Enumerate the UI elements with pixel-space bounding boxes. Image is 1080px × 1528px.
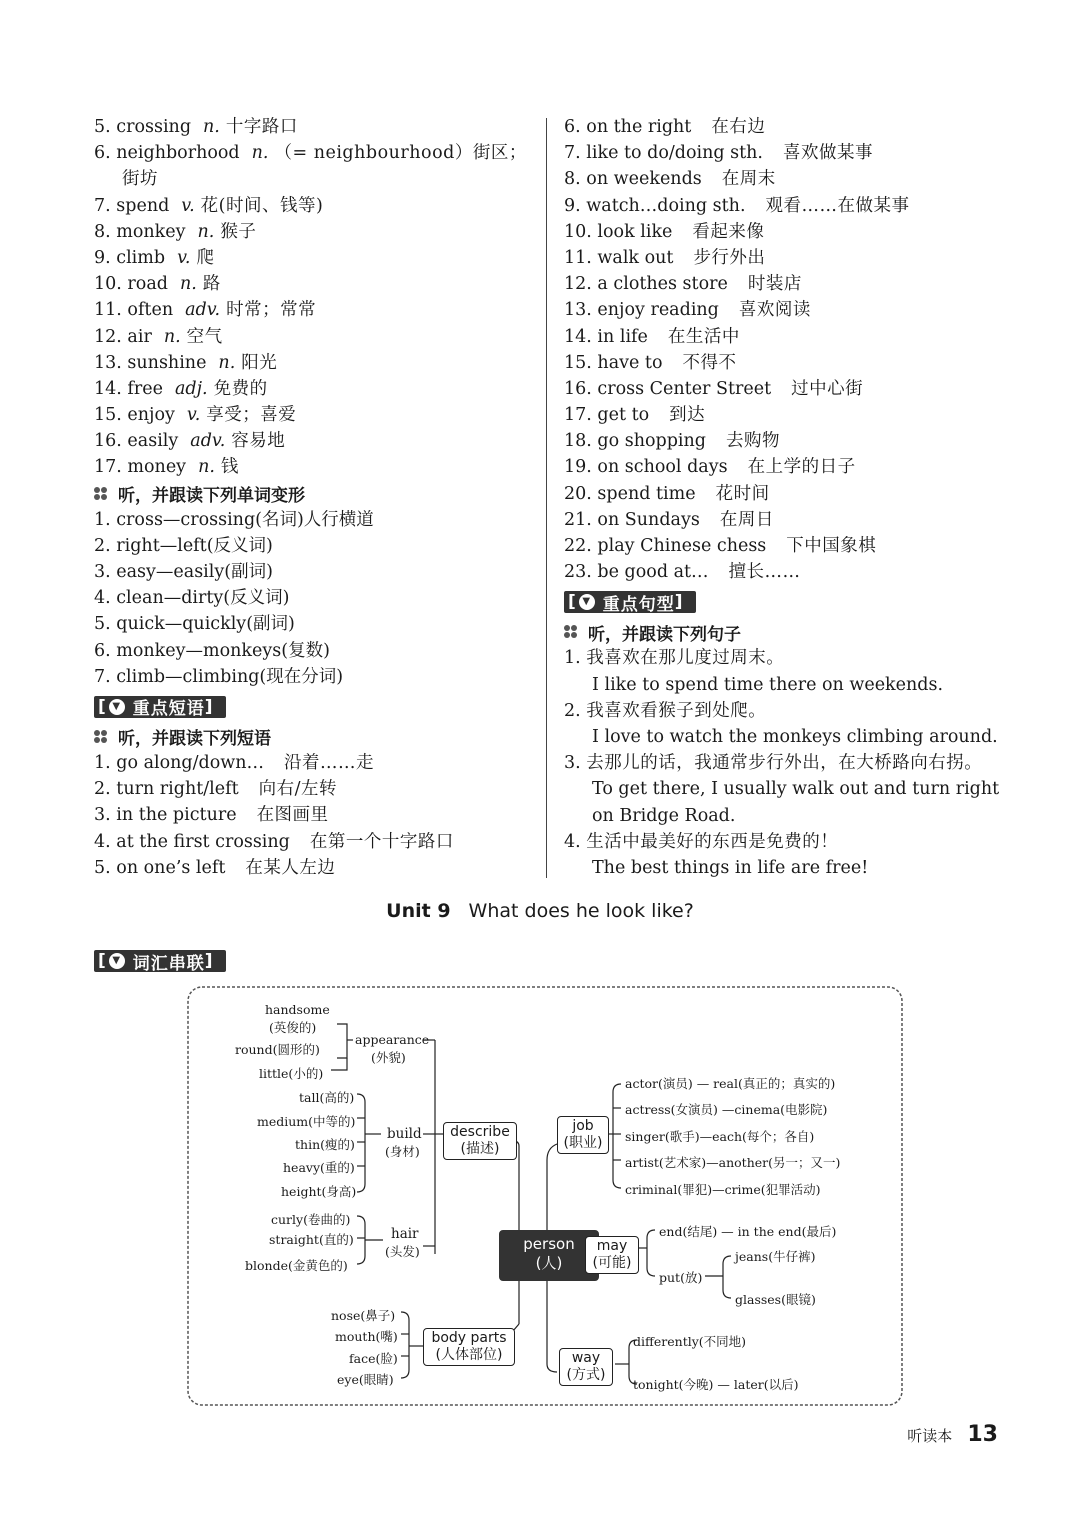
part-of-speech: n. bbox=[163, 326, 181, 347]
vocab-item bbox=[94, 140, 534, 166]
item-number: 23. bbox=[564, 562, 592, 583]
word-form-item: 3. easy—easily(副词) bbox=[94, 562, 273, 582]
mm-tall: tall(高的) bbox=[299, 1090, 355, 1105]
item-number: 14. bbox=[94, 378, 122, 399]
item-number: 4. bbox=[94, 831, 111, 852]
sentence-english: The best things in life are free! bbox=[592, 857, 869, 878]
item-number: 19. bbox=[564, 457, 592, 478]
mm-describe-box: describe (描述) bbox=[443, 1122, 517, 1160]
phrase-chinese: 不得不 bbox=[682, 352, 737, 373]
vocab-meaning: 空气 bbox=[186, 326, 223, 347]
phrase-english: in the picture bbox=[116, 805, 237, 826]
mm-way-box: way (方式) bbox=[559, 1348, 613, 1386]
listen-icon bbox=[94, 487, 110, 501]
phrase-chinese: 在右边 bbox=[711, 117, 766, 137]
part-of-speech: v. bbox=[186, 405, 201, 426]
phrase-item bbox=[94, 829, 534, 855]
phrase-chinese: 去购物 bbox=[726, 431, 780, 452]
vocab-item bbox=[94, 402, 534, 428]
mm-hair: hair bbox=[391, 1226, 419, 1242]
phrase-english: go along/down… bbox=[116, 752, 265, 773]
vocab-item bbox=[94, 245, 534, 271]
item-number: 9. bbox=[94, 247, 111, 268]
page-number: 13 bbox=[967, 1422, 998, 1447]
mm-build: build bbox=[387, 1126, 422, 1142]
phrase-english: walk out bbox=[597, 247, 674, 268]
item-number: 14. bbox=[564, 326, 592, 347]
mm-face: face(脸) bbox=[349, 1351, 398, 1366]
mm-job-box: job (职业) bbox=[557, 1116, 609, 1154]
phrase-item bbox=[564, 559, 1004, 585]
part-of-speech: v. bbox=[177, 247, 191, 268]
item-number: 7. bbox=[94, 195, 111, 216]
vocab-meaning: 十字路口 bbox=[225, 117, 298, 137]
mm-nose: nose(鼻子) bbox=[331, 1308, 396, 1323]
vocab-meaning: 路 bbox=[202, 274, 221, 295]
phrase-english: like to do/doing sth. bbox=[586, 143, 763, 164]
sentence-english: I love to watch the monkeys climbing around. bbox=[592, 726, 998, 747]
sentence-cn-text: 我喜欢看猴子到处爬。 bbox=[586, 700, 767, 721]
vocab-word: sunshine bbox=[127, 352, 207, 373]
mm-artist: artist(艺术家)—another(另一；又一) bbox=[625, 1155, 841, 1170]
mm-round: round(圆形的) bbox=[235, 1042, 320, 1057]
mm-mouth: mouth(嘴) bbox=[335, 1329, 398, 1344]
part-of-speech: n. bbox=[218, 352, 236, 373]
vocab-meaning: 猴子 bbox=[220, 221, 257, 242]
item-number: 12. bbox=[94, 326, 122, 347]
vocab-word: easily bbox=[127, 431, 179, 452]
mm-differently: differently(不同地) bbox=[633, 1334, 747, 1349]
mm-body-box: body parts (人体部位) bbox=[423, 1328, 515, 1366]
vocab-item bbox=[94, 324, 534, 350]
phrase-english: at the first crossing bbox=[116, 831, 290, 852]
phrase-english: on weekends bbox=[586, 169, 702, 190]
item-number: 21. bbox=[564, 509, 592, 530]
item-number: 2. bbox=[94, 779, 111, 800]
phrase-chinese: 沿着……走 bbox=[284, 752, 375, 773]
mm-build-cn: (身材) bbox=[385, 1144, 420, 1159]
item-number: 6. bbox=[564, 117, 581, 137]
phrase-chinese: 下中国象棋 bbox=[786, 536, 877, 556]
item-number: 3. bbox=[94, 805, 111, 826]
mm-appearance-cn: (外貌) bbox=[371, 1050, 406, 1065]
mm-hair-cn: (头发) bbox=[385, 1244, 420, 1259]
vocab-meaning: 阳光 bbox=[241, 352, 278, 373]
vocab-item bbox=[94, 166, 534, 192]
part-of-speech: adv. bbox=[185, 300, 221, 321]
phrases-section-header: [ ▼ 重点短语 ] bbox=[94, 692, 534, 722]
mm-jeans: jeans(牛仔裤) bbox=[735, 1249, 816, 1264]
item-number: 20. bbox=[564, 483, 592, 504]
phrase-english: on school days bbox=[597, 457, 728, 478]
item-number: 5. bbox=[94, 857, 111, 878]
phrase-item bbox=[94, 776, 534, 802]
word-form-item: 1. cross—crossing(名词)人行横道 bbox=[94, 509, 374, 530]
word-form-item: 6. monkey—monkeys(复数) bbox=[94, 640, 330, 661]
vocab-item bbox=[94, 454, 534, 480]
item-number: 11. bbox=[94, 300, 122, 321]
phrase-item bbox=[564, 402, 1004, 428]
chevron-down-icon: ▼ bbox=[109, 699, 125, 715]
mm-thin: thin(瘦的) bbox=[295, 1137, 355, 1152]
word-form-item: 4. clean—dirty(反义词) bbox=[94, 588, 290, 609]
left-column bbox=[94, 114, 534, 881]
mm-height: height(身高) bbox=[281, 1184, 357, 1199]
vocab-word: often bbox=[127, 300, 174, 321]
phrase-item bbox=[94, 855, 534, 881]
item-number: 16. bbox=[94, 431, 122, 452]
item-number: 16. bbox=[564, 378, 592, 399]
phrase-chinese: 在图画里 bbox=[256, 805, 329, 826]
phrase-item bbox=[564, 481, 1004, 507]
sentence-chinese bbox=[564, 645, 1004, 671]
item-number: 3. bbox=[564, 753, 581, 774]
unit-label: Unit 9 bbox=[386, 900, 451, 922]
phrase-english: cross Center Street bbox=[597, 378, 772, 399]
item-number: 13. bbox=[564, 300, 592, 321]
phrase-english: enjoy reading bbox=[597, 300, 719, 321]
phrase-english: watch…doing sth. bbox=[586, 195, 746, 216]
phrase-english: be good at… bbox=[597, 562, 709, 583]
phrase-chinese: 过中心街 bbox=[791, 378, 864, 399]
part-of-speech: n. bbox=[179, 274, 197, 295]
phrase-item bbox=[94, 750, 534, 776]
chevron-down-icon: ▼ bbox=[579, 594, 595, 610]
sentence-english: I like to spend time there on weekends. bbox=[592, 674, 944, 695]
sentence-chinese bbox=[564, 698, 1004, 724]
phrase-chinese: 在生活中 bbox=[667, 326, 740, 347]
phrase-chinese: 在某人左边 bbox=[245, 857, 336, 878]
phrase-english: spend time bbox=[597, 483, 696, 504]
unit-title bbox=[0, 900, 1080, 922]
phrase-chinese: 在周末 bbox=[721, 169, 776, 190]
phrase-chinese: 擅长…… bbox=[728, 562, 801, 583]
phrase-item bbox=[564, 533, 1004, 559]
vocab-word: enjoy bbox=[127, 405, 175, 426]
item-number: 11. bbox=[564, 247, 592, 268]
vocab-word: money bbox=[127, 457, 187, 478]
vocab-item bbox=[94, 271, 534, 297]
vocab-meaning: 免费的 bbox=[213, 378, 268, 399]
phrase-item bbox=[564, 219, 1004, 245]
phrase-chinese: 观看……在做某事 bbox=[765, 195, 910, 216]
mm-handsome: handsome bbox=[265, 1002, 330, 1017]
phrase-item bbox=[94, 802, 534, 828]
vocab-meaning: 钱 bbox=[220, 457, 239, 478]
part-of-speech: v. bbox=[181, 195, 195, 216]
part-of-speech: n. bbox=[197, 221, 215, 242]
page-footer bbox=[907, 1422, 998, 1447]
mm-person-box: person (人) bbox=[499, 1230, 599, 1281]
vocab-word: spend bbox=[116, 195, 170, 216]
phrase-item bbox=[564, 376, 1004, 402]
item-number: 8. bbox=[564, 169, 581, 190]
sentences-list bbox=[564, 645, 1004, 881]
phrase-chinese: 步行外出 bbox=[693, 247, 766, 268]
sentence-chinese bbox=[564, 750, 1004, 776]
item-number: 12. bbox=[564, 274, 592, 295]
footer-label: 听读本 bbox=[907, 1427, 953, 1445]
part-of-speech: adj. bbox=[174, 378, 208, 399]
phrase-chinese: 时装店 bbox=[747, 274, 802, 295]
vocab-meaning: 享受；喜爱 bbox=[206, 405, 297, 426]
phrase-chinese: 到达 bbox=[669, 405, 706, 426]
phrase-english: in life bbox=[597, 326, 648, 347]
sentence-cn-text: 去那儿的话，我通常步行外出，在大桥路向右拐。 bbox=[586, 753, 983, 774]
phrases-heading: 听，并跟读下列短语 bbox=[94, 724, 534, 750]
vocab-meaning: 时常；常常 bbox=[226, 300, 317, 321]
part-of-speech: adv. bbox=[190, 431, 226, 452]
phrase-item bbox=[564, 245, 1004, 271]
vocab-item bbox=[94, 376, 534, 402]
vocab-item bbox=[94, 350, 534, 376]
mm-tonight: tonight(今晚) — later(以后) bbox=[633, 1377, 799, 1392]
mm-little: little(小的) bbox=[259, 1066, 324, 1081]
sentence-cn-text: 我喜欢在那儿度过周末。 bbox=[586, 648, 785, 669]
phrase-english: on Sundays bbox=[597, 509, 700, 530]
item-number: 15. bbox=[94, 405, 122, 426]
mm-medium: medium(中等的) bbox=[257, 1114, 356, 1129]
vocab-meaning: 街坊 bbox=[122, 169, 158, 190]
vocab-item bbox=[94, 428, 534, 454]
mm-eye: eye(眼睛) bbox=[337, 1372, 394, 1387]
phrase-item bbox=[564, 271, 1004, 297]
vocab-list bbox=[94, 114, 534, 481]
vocab-section-header: [ ▼ 词汇串联 ] bbox=[94, 946, 226, 976]
vocab-word: climb bbox=[116, 247, 166, 268]
item-number: 10. bbox=[94, 274, 122, 295]
item-number: 1. bbox=[94, 752, 111, 773]
word-forms-list bbox=[94, 507, 534, 690]
vocab-word: crossing bbox=[116, 117, 192, 137]
vocab-word: monkey bbox=[116, 221, 186, 242]
item-number: 17. bbox=[94, 457, 122, 478]
vocab-item bbox=[94, 297, 534, 323]
mm-may-box: may (可能) bbox=[585, 1236, 639, 1274]
item-number: 22. bbox=[564, 536, 592, 556]
unit-name: What does he look like? bbox=[468, 900, 694, 922]
sentence-cn-text: 生活中最美好的东西是免费的！ bbox=[586, 831, 839, 852]
phrase-item bbox=[564, 428, 1004, 454]
part-of-speech: n. bbox=[251, 143, 269, 164]
vocab-item bbox=[94, 219, 534, 245]
phrase-item bbox=[564, 350, 1004, 376]
right-column bbox=[564, 114, 1004, 881]
item-number: 7. bbox=[564, 143, 581, 164]
vocab-word: air bbox=[127, 326, 152, 347]
phrase-english: get to bbox=[597, 405, 650, 426]
vocab-meaning: 花(时间、钱等) bbox=[200, 195, 324, 216]
phrase-item bbox=[564, 454, 1004, 480]
item-number: 10. bbox=[564, 221, 592, 242]
listen-icon bbox=[94, 730, 110, 744]
sentence-english: on Bridge Road. bbox=[592, 805, 736, 826]
mm-put: put(放) bbox=[659, 1270, 703, 1285]
item-number: 13. bbox=[94, 352, 122, 373]
sentences-heading: 听，并跟读下列句子 bbox=[564, 619, 1004, 645]
phrase-chinese: 在第一个十字路口 bbox=[309, 831, 454, 852]
phrase-chinese: 在周日 bbox=[719, 509, 774, 530]
column-divider bbox=[546, 118, 547, 878]
phrase-english: play Chinese chess bbox=[597, 536, 767, 556]
phrase-item bbox=[564, 193, 1004, 219]
phrase-english: turn right/left bbox=[116, 779, 239, 800]
mm-blonde: blonde(金黄色的) bbox=[245, 1258, 348, 1273]
mm-singer: singer(歌手)—each(每个；各自) bbox=[625, 1129, 815, 1144]
phrases-list bbox=[94, 750, 534, 881]
phrase-item bbox=[564, 114, 1004, 140]
vocab-word: neighborhood bbox=[116, 143, 240, 164]
mm-appearance: appearance bbox=[355, 1032, 430, 1047]
part-of-speech: n. bbox=[203, 117, 220, 137]
mm-glasses: glasses(眼镜) bbox=[735, 1292, 816, 1307]
phrase-item bbox=[564, 507, 1004, 533]
item-number: 18. bbox=[564, 431, 592, 452]
mm-actress: actress(女演员) —cinema(电影院) bbox=[625, 1102, 828, 1117]
phrase-item bbox=[564, 324, 1004, 350]
phrase-english: on one’s left bbox=[116, 857, 226, 878]
item-number: 9. bbox=[564, 195, 581, 216]
mm-heavy: heavy(重的) bbox=[283, 1160, 355, 1175]
item-number: 1. bbox=[564, 648, 581, 669]
phrase-english: look like bbox=[597, 221, 673, 242]
mm-straight: straight(直的) bbox=[269, 1232, 354, 1247]
mm-curly: curly(卷曲的) bbox=[271, 1212, 351, 1227]
mm-actor: actor(演员) — real(真正的；真实的) bbox=[625, 1076, 836, 1091]
phrase-chinese: 喜欢阅读 bbox=[738, 300, 811, 321]
item-number: 4. bbox=[564, 831, 581, 852]
vocab-meaning: （= neighbourhood）街区； bbox=[274, 143, 527, 164]
vocab-word: free bbox=[127, 378, 163, 399]
item-number: 5. bbox=[94, 117, 111, 137]
phrase-english: on the right bbox=[586, 117, 692, 137]
mind-map bbox=[185, 984, 905, 1408]
phrase-chinese: 向右/左转 bbox=[258, 779, 338, 800]
phrase-chinese: 花时间 bbox=[715, 483, 770, 504]
vocab-meaning: 爬 bbox=[196, 247, 215, 268]
phrase-chinese: 喜欢做某事 bbox=[782, 143, 873, 164]
word-form-item: 5. quick—quickly(副词) bbox=[94, 614, 295, 635]
phrase-english: go shopping bbox=[597, 431, 706, 452]
item-number: 17. bbox=[564, 405, 592, 426]
vocab-meaning: 容易地 bbox=[231, 431, 286, 452]
word-forms-heading: 听，并跟读下列单词变形 bbox=[94, 481, 534, 507]
item-number: 15. bbox=[564, 352, 592, 373]
chevron-down-icon: ▼ bbox=[109, 953, 125, 969]
phrase-chinese: 看起来像 bbox=[692, 221, 765, 242]
vocab-item bbox=[94, 114, 534, 140]
phrase-item bbox=[564, 166, 1004, 192]
mm-criminal: criminal(罪犯)—crime(犯罪活动) bbox=[625, 1182, 821, 1197]
part-of-speech: n. bbox=[198, 457, 215, 478]
word-form-item: 7. climb—climbing(现在分词) bbox=[94, 666, 344, 687]
phrase-item bbox=[564, 297, 1004, 323]
item-number: 8. bbox=[94, 221, 111, 242]
vocab-word: road bbox=[127, 274, 168, 295]
item-number: 6. bbox=[94, 143, 111, 164]
sentence-chinese bbox=[564, 829, 1004, 855]
sentence-english: To get there, I usually walk out and turn right bbox=[592, 779, 1000, 800]
vocab-item bbox=[94, 193, 534, 219]
sentences-section-header: [ ▼ 重点句型 ] bbox=[564, 587, 1004, 617]
listen-icon bbox=[564, 625, 580, 639]
phrase-english: have to bbox=[597, 352, 663, 373]
phrase-item bbox=[564, 140, 1004, 166]
mm-handsome-cn: (英俊的) bbox=[269, 1020, 317, 1035]
phrase-chinese: 在上学的日子 bbox=[747, 457, 856, 478]
phrase-english: a clothes store bbox=[597, 274, 728, 295]
item-number: 2. bbox=[564, 700, 581, 721]
phrases-list-continued bbox=[564, 114, 1004, 585]
mm-end: end(结尾) — in the end(最后) bbox=[659, 1224, 837, 1239]
word-form-item: 2. right—left(反义词) bbox=[94, 535, 273, 556]
